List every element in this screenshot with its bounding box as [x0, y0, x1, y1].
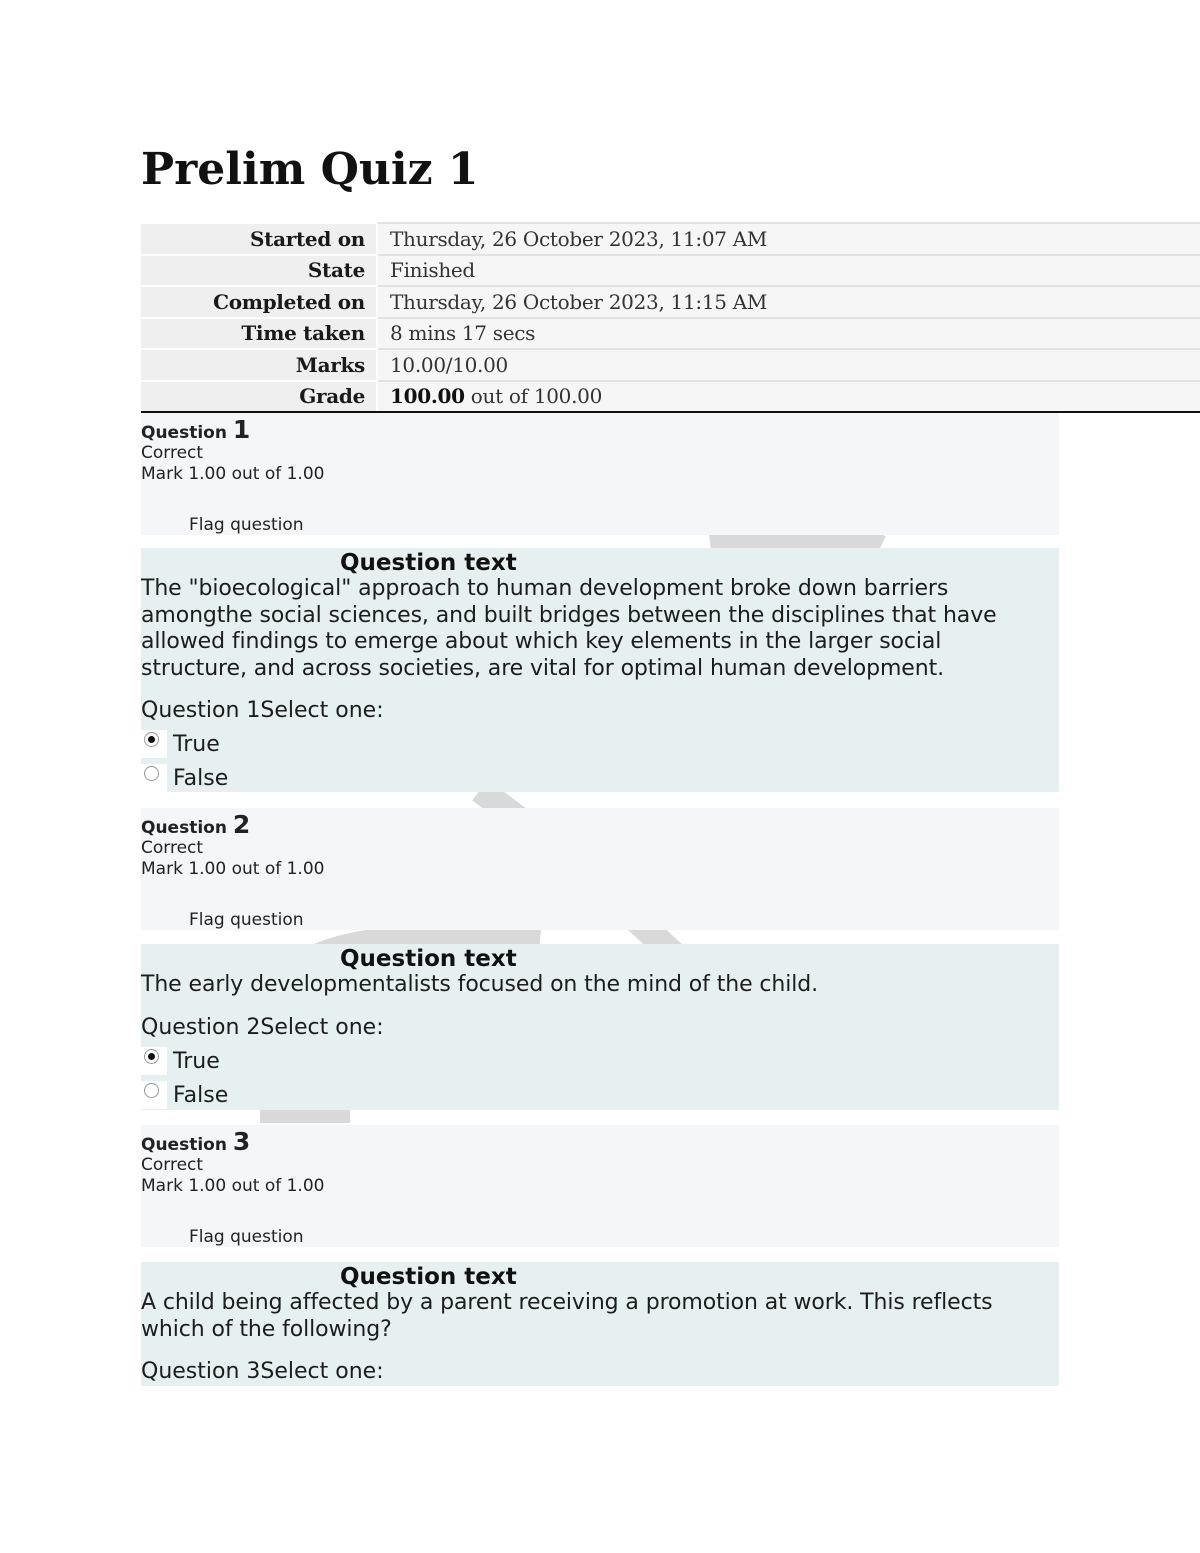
radio-button[interactable]: [144, 766, 159, 781]
summary-row-grade: [141, 381, 1200, 413]
answer-option-true[interactable]: [141, 729, 220, 759]
answer-option-true[interactable]: [141, 1046, 220, 1076]
flag-question-link[interactable]: Flag question: [189, 910, 304, 930]
radio-box: [141, 1081, 167, 1109]
radio-box: [141, 1047, 167, 1075]
summary-value: Finished: [377, 255, 1200, 287]
summary-label: State: [141, 255, 377, 287]
radio-box: [141, 730, 167, 758]
question-state: Correct: [141, 1155, 204, 1175]
question-number: [141, 415, 250, 444]
summary-label: Completed on: [141, 286, 377, 318]
summary-row-started-on: [141, 223, 1200, 255]
flag-question-link[interactable]: Flag question: [189, 515, 304, 535]
question-label: Question: [141, 1135, 227, 1155]
question-info: [141, 413, 1059, 535]
answer-option-false[interactable]: [141, 1080, 228, 1110]
summary-label: Grade: [141, 381, 377, 413]
option-label: True: [173, 1048, 220, 1074]
question-text-heading: Question text: [340, 550, 1057, 576]
summary-label: Time taken: [141, 318, 377, 350]
option-label: False: [173, 765, 229, 791]
summary-value: 8 mins 17 secs: [377, 318, 1200, 350]
radio-button-checked[interactable]: [144, 1049, 159, 1064]
question-state: Correct: [141, 443, 204, 463]
summary-value: Thursday, 26 October 2023, 11:15 AM: [377, 286, 1200, 318]
question-mark: Mark 1.00 out of 1.00: [141, 859, 325, 879]
question-prompt: Question 2Select one:: [141, 1015, 384, 1040]
summary-value: [377, 381, 1200, 413]
question-text: The early developmentalists focused on the mind of the child.: [141, 972, 819, 997]
question-info: [141, 1125, 1059, 1247]
question-content: [141, 548, 1059, 792]
page-title: Prelim Quiz 1: [141, 144, 479, 195]
radio-button-checked[interactable]: [144, 732, 159, 747]
question-info: [141, 808, 1059, 930]
question-text-heading: Question text: [340, 1264, 1057, 1290]
summary-value: 10.00/10.00: [377, 349, 1200, 381]
question-text-heading: Question text: [340, 946, 1057, 972]
summary-row-time-taken: [141, 318, 1200, 350]
radio-box: [141, 764, 167, 792]
flag-question-link[interactable]: Flag question: [189, 1227, 304, 1247]
question-number-value: 2: [232, 810, 251, 839]
option-label: True: [173, 731, 220, 757]
question-prompt: Question 3Select one:: [141, 1359, 384, 1384]
question-label: Question: [141, 423, 227, 443]
question-number-value: 1: [232, 415, 251, 444]
radio-button[interactable]: [144, 1083, 159, 1098]
question-text: A child being affected by a parent receiving a promotion at work. This reflects which of the following?: [141, 1290, 993, 1342]
question-number: [141, 1127, 250, 1156]
question-content: [141, 944, 1059, 1110]
question-prompt: Question 1Select one:: [141, 698, 384, 723]
question-label: Question: [141, 818, 227, 838]
question-state: Correct: [141, 838, 204, 858]
option-label: False: [173, 1082, 229, 1108]
question-number: [141, 810, 250, 839]
summary-row-marks: [141, 349, 1200, 381]
question-text: The "bioecological" approach to human development broke down barriers amongthe social sciences, and built bridges between the disciplines that have allowed findings to emerge about which key elements in the larger social structure, and across societies, are vital for optimal human development.: [141, 576, 997, 681]
question-mark: Mark 1.00 out of 1.00: [141, 464, 325, 484]
summary-value: Thursday, 26 October 2023, 11:07 AM: [377, 223, 1200, 255]
summary-label: Marks: [141, 349, 377, 381]
summary-label: Started on: [141, 223, 377, 255]
question-content: [141, 1262, 1059, 1386]
summary-row-completed-on: [141, 286, 1200, 318]
grade-value: 100.00: [390, 384, 465, 409]
grade-out-of: out of 100.00: [464, 384, 603, 409]
question-number-value: 3: [232, 1127, 251, 1156]
question-mark: Mark 1.00 out of 1.00: [141, 1176, 325, 1196]
summary-row-state: [141, 255, 1200, 287]
attempt-summary-table: [141, 222, 1200, 413]
answer-option-false[interactable]: [141, 763, 228, 793]
